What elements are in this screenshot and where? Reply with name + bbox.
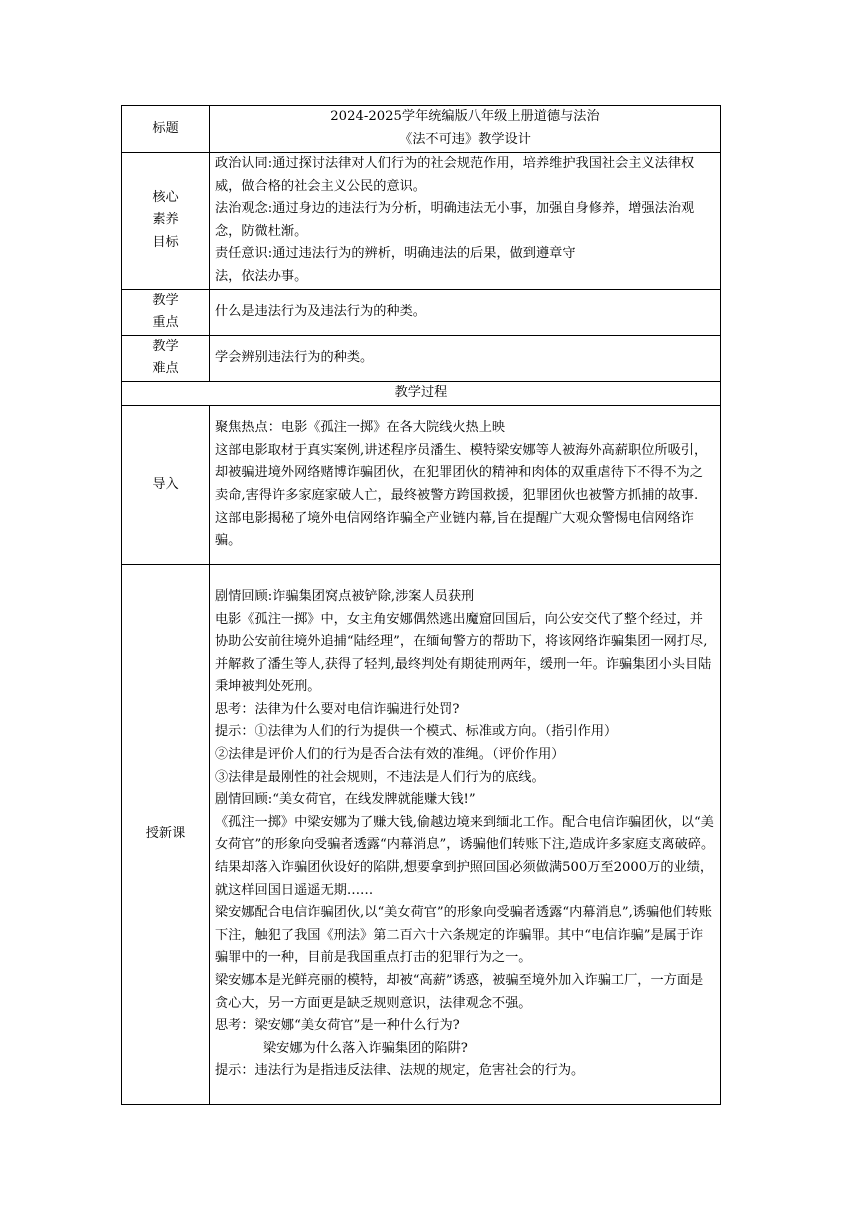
new-lesson-label: 授新课 bbox=[122, 564, 210, 1104]
lesson-para: 思考：法律为什么要对电信诈骗进行处罚? bbox=[215, 701, 460, 717]
intro-hotspot: 聚焦热点：电影《孤注一掷》在各大院线火热上映 bbox=[215, 420, 506, 436]
lesson-para: 剧情回顾:“美女荷官，在线发牌就能赚大钱!” bbox=[215, 792, 476, 808]
lesson-para: 梁安娜配合电信诈骗团伙,以“美女荷官”的形象向受骗者透露“内幕消息”,诱骗他们转账下注，触犯了我国《刑法》第二百六十六条规定的诈骗罪。其中“电信诈骗”是属于诈骗罪中的一种，目前是我国重点打击的犯罪行为之一。 bbox=[215, 905, 712, 966]
key-point-text: 什么是违法行为及违法行为的种类。 bbox=[210, 289, 721, 335]
difficult-point-label: 教学 难点 bbox=[122, 335, 210, 381]
intro-label: 导入 bbox=[122, 405, 210, 564]
process-header-row bbox=[122, 381, 721, 405]
key-point-label: 教学 重点 bbox=[122, 289, 210, 335]
difficult-point-text: 学会辨别违法行为的种类。 bbox=[210, 335, 721, 381]
title-line-1: 2024-2025学年统编版八年级上册道德与法治 bbox=[330, 109, 600, 125]
intro-story: 这部电影取材于真实案例,讲述程序员潘生、模特梁安娜等人被海外高薪职位所吸引，却被骗进境外网络赌博诈骗团伙，在犯罪团伙的精神和肉体的双重虐待下不得不为之卖命,害得许多家庭家破人亡，最终被警方跨国救援，犯罪团伙也被警方抓捕的故事. bbox=[215, 442, 708, 503]
lesson-para: 梁安娜本是光鲜亮丽的模特，却被“高薪”诱惑，被骗至境外加入诈骗工厂，一方面是贪心大，另一方面更是缺乏规则意识，法律观念不强。 bbox=[215, 973, 704, 1011]
lesson-para: ③法律是最刚性的社会规则，不违法是人们行为的底线。 bbox=[215, 769, 545, 785]
lesson-para: ②法律是评价人们的行为是否合法有效的准绳。（评价作用） bbox=[215, 747, 565, 763]
intro-purpose: 这部电影揭秘了境外电信网络诈骗全产业链内幕,旨在提醒广大观众警惕电信网络诈骗。 bbox=[215, 510, 694, 549]
goal-responsibility-cont: 法，依法办事。 bbox=[215, 268, 308, 284]
goal-political: 政治认同:通过探讨法律对人们行为的社会规范作用，培养维护我国社会主义法律权威，做合格的社会主义公民的意识。 bbox=[215, 156, 695, 194]
difficult-point-row bbox=[122, 335, 721, 381]
intro-content bbox=[210, 405, 721, 564]
process-header: 教学过程 bbox=[122, 381, 721, 405]
intro-row bbox=[122, 405, 721, 564]
core-goals-label: 核心 素养 目标 bbox=[122, 153, 210, 290]
new-lesson-content bbox=[210, 564, 721, 1104]
lesson-para: 提示：违法行为是指违反法律、法规的规定，危害社会的行为。 bbox=[215, 1063, 585, 1079]
lesson-plan-table bbox=[121, 105, 721, 1105]
core-goals-content bbox=[210, 153, 721, 290]
new-lesson-row bbox=[122, 564, 721, 1104]
title-cell bbox=[210, 106, 721, 153]
lesson-para: 梁安娜为什么落入诈骗集团的陷阱? bbox=[263, 1040, 468, 1056]
title-label: 标题 bbox=[122, 106, 210, 153]
lesson-para: 《孤注一掷》中梁安娜为了赚大钱,偷越边境来到缅北工作。配合电信诈骗团伙，以“美女荷官”的形象向受骗者透露“内幕消息”，诱骗他们转账下注,造成许多家庭支离破碎。 bbox=[215, 814, 715, 853]
title-line-2: 《法不可违》教学设计 bbox=[399, 132, 531, 147]
lesson-para: 提示：①法律为人们的行为提供一个模式、标准或方向。（指引作用） bbox=[215, 724, 618, 740]
goal-responsibility: 责任意识:通过违法行为的辨析，明确违法的后果，做到遵章守 bbox=[215, 246, 576, 262]
lesson-para: 思考：梁安娜“美女荷官”是一种什么行为? bbox=[215, 1018, 460, 1034]
goal-legal: 法治观念:通过身边的违法行为分析，明确违法无小事，加强自身修养，增强法治观念，防微杜渐。 bbox=[215, 201, 695, 239]
core-goals-row bbox=[122, 153, 721, 290]
title-row bbox=[122, 106, 721, 153]
lesson-para: 电影《孤注一掷》中，女主角安娜偶然逃出魔窟回国后，向公安交代了整个经过，并协助公安前往境外追捕“陆经理”，在缅甸警方的帮助下，将该网络诈骗集团一网打尽,并解救了潘生等人,获得了轻判,最终判处有期徒刑两年，缓刑一年。诈骗集团小头目陆秉坤被判处死刑。 bbox=[215, 611, 712, 695]
lesson-para: 剧情回顾:诈骗集团窝点被铲除,涉案人员获刑 bbox=[215, 588, 475, 604]
lesson-para: 结果却落入诈骗团伙设好的陷阱,想要拿到护照回国必须做满500万至2000万的业绩，就这样回国日遥遥无期…… bbox=[215, 860, 714, 898]
key-point-row bbox=[122, 289, 721, 335]
